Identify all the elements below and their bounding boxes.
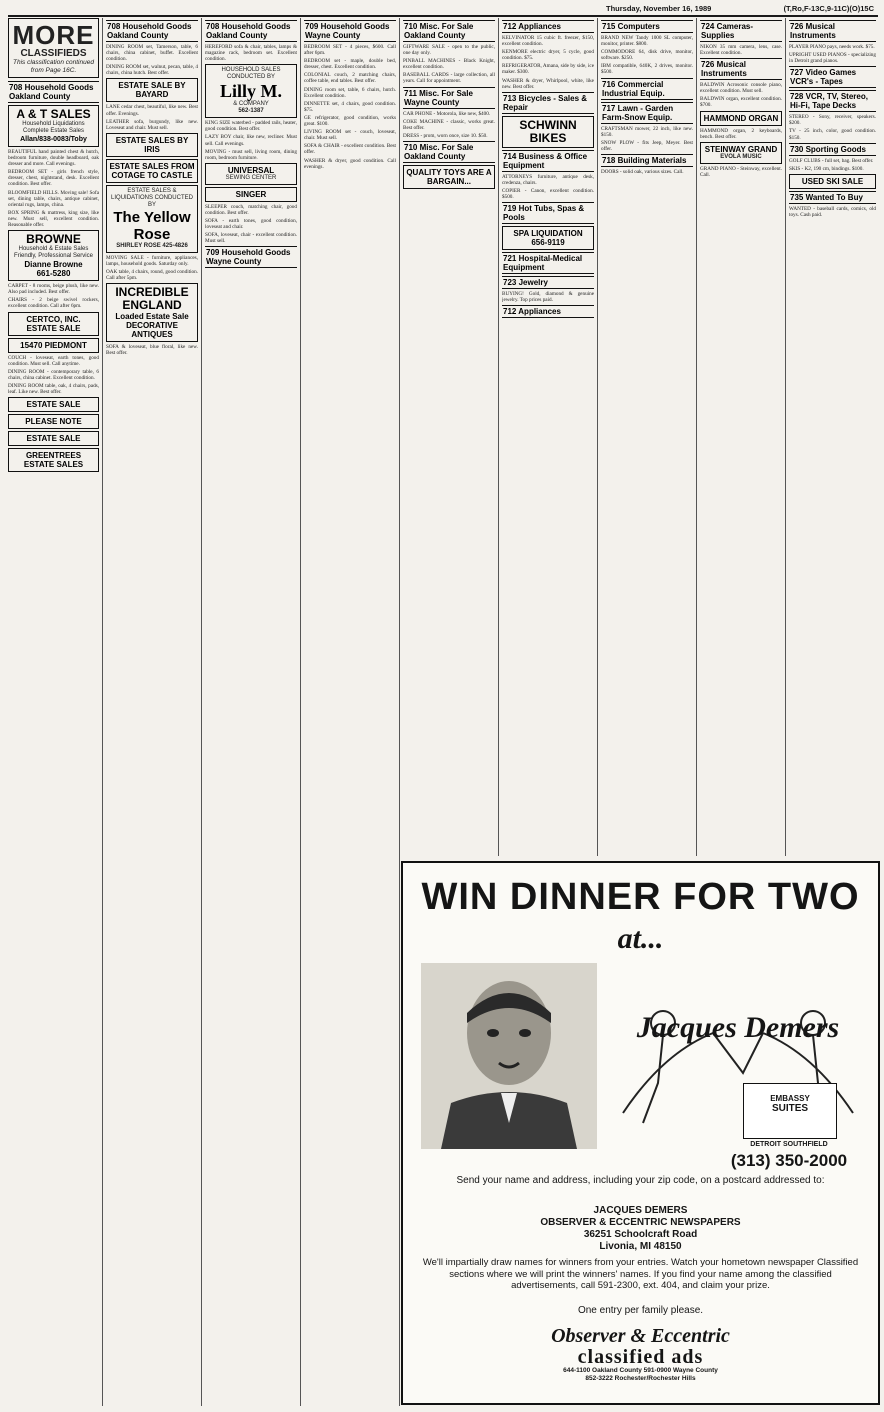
classified-ad: BEDROOM SET - 4 pieces, $600. Call after 6pm.	[304, 44, 396, 57]
classified-ad: LAZY BOY chair, like new, recliner. Must sell. Call evenings.	[205, 134, 297, 147]
classified-ad: GRAND PIANO - Steinway, excellent. Call.	[700, 165, 782, 178]
classified-ad: KING SIZE waterbed - padded rails, heater, good condition. Best offer.	[205, 120, 297, 133]
section-heading: 710 Misc. For Sale Oakland County	[403, 20, 495, 42]
column-6	[502, 18, 594, 856]
display-ad	[700, 111, 782, 126]
section-heading: 709 Household Goods Wayne County	[304, 20, 396, 42]
classified-ad: DINING room set, table, 6 chairs, hutch. Excellent condition.	[304, 86, 396, 99]
classified-ad: BRAND NEW Tandy 1000 SL computer, monitor, printer. $800.	[601, 35, 693, 48]
ad-title: INCREDIBLE ENGLAND	[115, 285, 189, 313]
classified-ad: DINING ROOM set, Tamerson, table, 6 chairs, china cabinet, buffet. Excellent condition.	[106, 44, 198, 63]
contest-address	[413, 1205, 868, 1253]
section-heading: 713 Bicycles - Sales & Repair	[502, 92, 594, 114]
section-heading: 721 Hospital-Medical Equipment	[502, 252, 594, 274]
logo-line-1: EMBASSY	[770, 1094, 810, 1103]
display-ad	[8, 448, 99, 472]
display-ad	[106, 185, 198, 253]
section-heading: 708 Household Goods Oakland County	[8, 81, 99, 103]
ad-title: ESTATE SALE BY BAYARD	[118, 81, 186, 100]
ad-subtitle: Household Liquidations Complete Estate Sales	[22, 121, 85, 134]
edition-code: (T,Ro,F-13C,9-11C)(O)15C	[783, 4, 874, 13]
ad-phone: 661-5280	[36, 269, 71, 279]
column-rule	[785, 18, 786, 856]
ad-title: UNIVERSAL	[227, 165, 275, 175]
classified-ad: CARPET - 8 rooms, beige plush, like new. Also pad included. Best offer.	[8, 283, 99, 296]
classified-ad: KELVINATOR 15 cubic ft. freezer, $150, excellent condition.	[502, 35, 594, 48]
column-rule	[201, 18, 202, 1406]
ad-name: & COMPANY	[233, 101, 269, 108]
observer-eccentric-logo	[403, 1325, 878, 1383]
ad-title: 15470 PIEDMONT	[20, 340, 87, 350]
section-heading: 714 Business & Office Equipment	[502, 150, 594, 172]
contest-fine-print: We'll impartially draw names for winners from your entries. Watch your hometown newspaper Classified sections where we will print the winners' names. If you find your name among the classified advertisements, call 591-2300, ext. 404, and claim your prize.	[422, 1257, 859, 1291]
section-heading: 730 Sporting Goods	[789, 143, 876, 156]
ad-title: ESTATE SALES FROM COTAGE TO CASTLE	[109, 161, 195, 180]
column-rule	[102, 18, 103, 1406]
dinner-contest-ad	[401, 861, 880, 1405]
column-rule	[399, 18, 400, 1406]
display-ad	[106, 159, 198, 183]
classified-ad: OAK table, 4 chairs, round, good condition. Call after 5pm.	[106, 269, 198, 282]
classified-ad: BEAUTIFUL hand painted chest & hutch, bedroom furniture, double headboard, oak dresser and more. Call evenings.	[8, 149, 99, 168]
classified-ad: BLOOMFIELD HILLS. Moving sale! Sofa set, dining table, chairs, antique cabinet, oriental rugs, lamps, china.	[8, 189, 99, 208]
classified-ad: WASHER & dryer, Whirlpool, white, like new. Best offer.	[502, 77, 594, 90]
jacques-demers-signature: Jacques Demers	[636, 1011, 840, 1044]
classified-ad: DINING ROOM - contemporary table, 6 chairs, china cabinet. Excellent condition.	[8, 368, 99, 381]
classified-ad: COLONIAL couch, 2 matching chairs, coffee table, end tables. Best offer.	[304, 72, 396, 85]
ad-title: STEINWAY GRAND	[704, 144, 778, 154]
column-2	[106, 18, 198, 1406]
display-ad	[8, 414, 99, 429]
ad-subtitle: Loaded Estate Sale	[115, 312, 189, 322]
classified-ad: IBM compatible, 640K, 2 drives, monitor. $500.	[601, 63, 693, 76]
classified-ad: COPIER - Canon, excellent condition. $500.	[502, 187, 594, 201]
classified-ad: PINBALL MACHINES - Black Knight, excellent condition.	[403, 58, 495, 71]
classified-ad: SLEEPER couch, matching chair, good condition. Best offer.	[205, 203, 297, 216]
column-4	[304, 18, 396, 1406]
section-heading: 717 Lawn - Garden Farm-Snow Equip.	[601, 102, 693, 124]
classified-ad: LANE cedar chest, beautiful, like new. Best offer. Evenings.	[106, 104, 198, 117]
column-rule	[498, 18, 499, 856]
display-ad	[205, 64, 297, 118]
display-ad	[205, 187, 297, 202]
section-heading: 708 Household Goods Oakland County	[205, 20, 297, 42]
logo-name: Observer & Eccentric	[551, 1325, 730, 1347]
classified-ad: BALDWIN organ, excellent condition. $700.	[700, 96, 782, 109]
display-ad	[789, 174, 876, 189]
ad-title: USED SKI SALE	[801, 176, 864, 186]
logo-line-2: SUITES	[771, 1103, 809, 1114]
ad-title: HAMMOND ORGAN	[703, 113, 779, 123]
classified-ad: GIFTWARE SALE - open to the public, one day only.	[403, 44, 495, 57]
display-ad	[502, 226, 594, 250]
section-heading: 712 Appliances	[502, 20, 594, 33]
display-ad	[106, 78, 198, 102]
embassy-suites-logo	[743, 1083, 837, 1139]
classified-ad: NIKON 35 mm camera, lens, case. Excellent condition.	[700, 44, 782, 57]
column-rule	[597, 18, 598, 856]
address-company: OBSERVER & ECCENTRIC NEWSPAPERS	[540, 1217, 741, 1228]
logo-phones: 644-1100 Oakland County 591-0900 Wayne County	[563, 1367, 718, 1374]
ad-phone: Allan/838-0083/Toby	[20, 136, 87, 143]
section-heading: 711 Misc. For Sale Wayne County	[403, 87, 495, 109]
display-ad	[8, 338, 99, 353]
classified-ad: GE refrigerator, good condition, works great. $100.	[304, 114, 396, 128]
section-heading: 728 VCR, TV, Stereo, Hi-Fi, Tape Decks	[789, 90, 876, 112]
ad-title: BROWNE	[26, 232, 81, 247]
classified-ad: SOFA, loveseat, chair - excellent condition. Must sell.	[205, 232, 297, 245]
section-heading: 718 Building Materials	[601, 154, 693, 167]
classified-ad: BOX SPRING & mattress, king size, like new. Must sell, excellent condition. Reasonable offer.	[8, 209, 99, 229]
coach-portrait-image	[421, 963, 597, 1149]
classified-ad: PLAYER PIANO pays, needs work. $75.	[789, 44, 875, 50]
column-9	[789, 18, 876, 856]
classified-ad: SOFA - earth tones, good condition, loveseat and chair.	[205, 218, 297, 231]
section-heading: 723 Jewelry	[502, 276, 594, 289]
hotel-phone: (313) 350-2000	[730, 1151, 848, 1170]
classified-ad: COKE MACHINE - classic, works great. Best offer.	[403, 118, 495, 131]
section-heading: 735 Wanted To Buy	[789, 191, 876, 204]
logo-sub: classified ads	[577, 1346, 704, 1368]
classified-ad: REFRIGERATOR, Amana, side by side, ice maker. $300.	[502, 63, 594, 76]
classified-ad: DRESS - prom, worn once, size 10. $50.	[403, 132, 488, 139]
section-heading: 708 Household Goods Oakland County	[106, 20, 198, 42]
classified-ad: MOVING - must sell, living room, dining room, bedroom furniture.	[205, 148, 297, 161]
classified-ad: CHAIRS - 2 beige swivel rockers, excellent condition. Call after 6pm.	[8, 297, 99, 310]
issue-date: Thursday, November 16, 1989	[606, 4, 712, 13]
classified-ad: SOFA & loveseat, blue floral, like new. Best offer.	[106, 344, 198, 357]
ad-title: SCHWINN BIKES	[519, 117, 577, 145]
section-heading: 715 Computers	[601, 20, 693, 33]
contest-entry-rule: One entry per family please.	[577, 1305, 704, 1316]
ad-subtitle: HOUSEHOLD SALES CONDUCTED BY	[221, 67, 281, 81]
ad-title: Lilly M.	[220, 81, 282, 102]
classified-ad: CRAFTSMAN mower, 22 inch, like new. $150.	[601, 125, 693, 138]
classified-ad: LIVING ROOM set - couch, loveseat, chair. Must sell.	[304, 129, 396, 142]
section-heading: 727 Video Games VCR's - Tapes	[789, 66, 876, 88]
classified-ad: SKIS - K2, 190 cm, bindings. $100.	[789, 165, 864, 172]
column-8	[700, 18, 782, 856]
classified-ad: BUYING! Gold, diamond & genuine jewelry. Top prices paid.	[502, 291, 594, 304]
ad-name: EVOLA MUSIC	[720, 153, 762, 160]
header-rule	[8, 15, 878, 17]
ad-phone: 562-1387	[238, 108, 264, 115]
display-ad	[502, 116, 594, 148]
classified-ad: DINING ROOM set, walnut, pecan, table, 4 chairs, china hutch. Best offer.	[106, 64, 198, 77]
column-7	[601, 18, 693, 856]
ad-subtitle: SEWING CENTER	[225, 174, 277, 181]
section-heading: 726 Musical Instruments	[789, 20, 876, 42]
display-ad	[8, 397, 99, 412]
classified-ad: ATTORNEYS furniture, antique desk, credenza, chairs.	[502, 173, 594, 186]
ad-title: CERTCO, INC. ESTATE SALE	[26, 314, 81, 333]
classified-ad: BASEBALL CARDS - large collection, all years. Call for appointment.	[403, 72, 495, 85]
display-ad	[8, 431, 99, 446]
ad-title: GREENTREES ESTATE SALES	[23, 451, 84, 470]
classified-ad: WANTED - baseball cards, comics, old toys. Cash paid.	[789, 205, 876, 218]
classified-ad: LEATHER sofa, burgundy, like new. Loveseat and chair. Must sell.	[106, 118, 198, 131]
classified-ad: GOLF CLUBS - full set, bag. Best offer.	[789, 157, 874, 164]
ad-title: A & T SALES	[16, 107, 91, 121]
display-ad	[8, 230, 99, 281]
ad-phone: 656-9119	[531, 238, 565, 248]
contest-at: at...	[617, 922, 664, 955]
classified-ad: HAMMOND organ, 2 keyboards, bench. Best offer.	[700, 127, 782, 140]
logo-phones-rochester: 852-3222 Rochester/Rochester Hills	[585, 1375, 696, 1382]
classified-ad: UPRIGHT USED PIANOS - specializing in Detroit grand pianos.	[789, 52, 876, 65]
contest-headline: WIN DINNER FOR TWO	[421, 876, 860, 918]
section-heading: 709 Household Goods Wayne County	[205, 246, 297, 268]
classified-ad: CAR PHONE - Motorola, like new, $400.	[403, 110, 491, 117]
column-rule	[300, 18, 301, 1406]
column-rule	[696, 18, 697, 856]
column-5	[403, 18, 495, 856]
more-title: MORE	[12, 20, 95, 50]
classified-ad: DINNETTE set, 4 chairs, good condition. $75.	[304, 100, 396, 113]
ad-title: PLEASE NOTE	[25, 417, 82, 427]
ad-title: QUALITY TOYS ARE A BARGAIN...	[406, 167, 492, 186]
ad-phone: SHIRLEY ROSE 425-4826	[116, 242, 188, 249]
classified-ad: BALDWIN Acrosonic console piano, excellent condition. Must sell.	[700, 82, 782, 95]
column-1	[8, 18, 99, 1406]
more-subtitle: CLASSIFIEDS	[20, 48, 87, 59]
display-ad	[205, 163, 297, 185]
classified-ad: DINING ROOM table, oak, 4 chairs, pads, leaf. Like new. Best offer.	[8, 382, 99, 395]
display-ad	[106, 133, 198, 157]
display-ad	[8, 105, 99, 147]
section-heading: 724 Cameras-Supplies	[700, 20, 782, 42]
ad-name: Dianne Browne	[24, 260, 83, 270]
ad-title: SPA LIQUIDATION	[513, 229, 583, 239]
display-ad	[106, 283, 198, 342]
page-header	[8, 2, 878, 14]
classified-ad: HEREFORD sofa & chair, tables, lamps & magazine rack, bedroom set. Excellent condition.	[205, 44, 297, 63]
classified-ad: DOORS - solid oak, various sizes. Call.	[601, 168, 684, 175]
section-heading: 726 Musical Instruments	[700, 58, 782, 80]
section-heading: 712 Appliances	[502, 305, 594, 318]
contest-instructions: Send your name and address, including your zip code, on a postcard addressed to:	[456, 1175, 825, 1186]
column-3	[205, 18, 297, 1406]
ad-title: The Yellow Rose	[113, 208, 191, 243]
ad-title: ESTATE SALE	[26, 434, 81, 444]
address-city: Livonia, MI 48150	[599, 1241, 682, 1252]
display-ad	[403, 165, 495, 189]
classified-ad: BEDROOM set - maple, double bed, dresser, chest. Excellent condition.	[304, 58, 396, 71]
more-classifieds-box	[8, 18, 99, 78]
classified-ad: BEDROOM SET - girls french style, dresser, chest, nightstand, desk. Excellent condition. Best offer.	[8, 169, 99, 188]
display-ad	[8, 312, 99, 336]
address-name: JACQUES DEMERS	[593, 1205, 688, 1216]
classified-ad: MOVING SALE - furniture, appliances, lamps, household goods. Saturday only.	[106, 254, 198, 267]
ad-title: ESTATE SALE	[26, 400, 81, 410]
classified-ad: SOFA & CHAIR - excellent condition. Best offer.	[304, 143, 396, 156]
ad-subtitle: Household & Estate Sales Friendly, Professional Service	[14, 246, 93, 260]
classified-ad: WASHER & dryer, good condition. Call evenings.	[304, 157, 396, 170]
ad-subtitle: ESTATE SALES & LIQUIDATIONS CONDUCTED BY	[111, 187, 193, 208]
section-heading: 710 Misc. For Sale Oakland County	[403, 141, 495, 163]
classified-ad: TV - 25 inch, color, good condition. $150.	[789, 128, 876, 141]
ad-title: SINGER	[235, 189, 267, 199]
classified-ad: COUCH - loveseat, earth tones, good condition. Must sell. Call anytime.	[8, 354, 99, 367]
classified-ad: COMMODORE 64, disk drive, monitor, software. $250.	[601, 49, 693, 62]
classified-ad: KENMORE electric dryer, 5 cycle, good condition. $75.	[502, 49, 594, 62]
section-heading: 716 Commercial Industrial Equip.	[601, 78, 693, 100]
ad-title: ESTATE SALES BY IRIS	[115, 135, 189, 154]
ad-name: DECORATIVE ANTIQUES	[126, 321, 178, 340]
hotel-location: DETROIT SOUTHFIELD	[750, 1141, 828, 1148]
address-street: 36251 Schoolcraft Road	[583, 1229, 698, 1240]
section-heading: 719 Hot Tubs, Spas & Pools	[502, 202, 594, 224]
classified-ad: STEREO - Sony, receiver, speakers. $200.	[789, 114, 876, 127]
classified-ad: SNOW PLOW - fits Jeep, Meyer. Best offer.	[601, 139, 693, 152]
display-ad	[700, 142, 782, 164]
more-note: This classification continued from Page 16C.	[13, 59, 94, 74]
